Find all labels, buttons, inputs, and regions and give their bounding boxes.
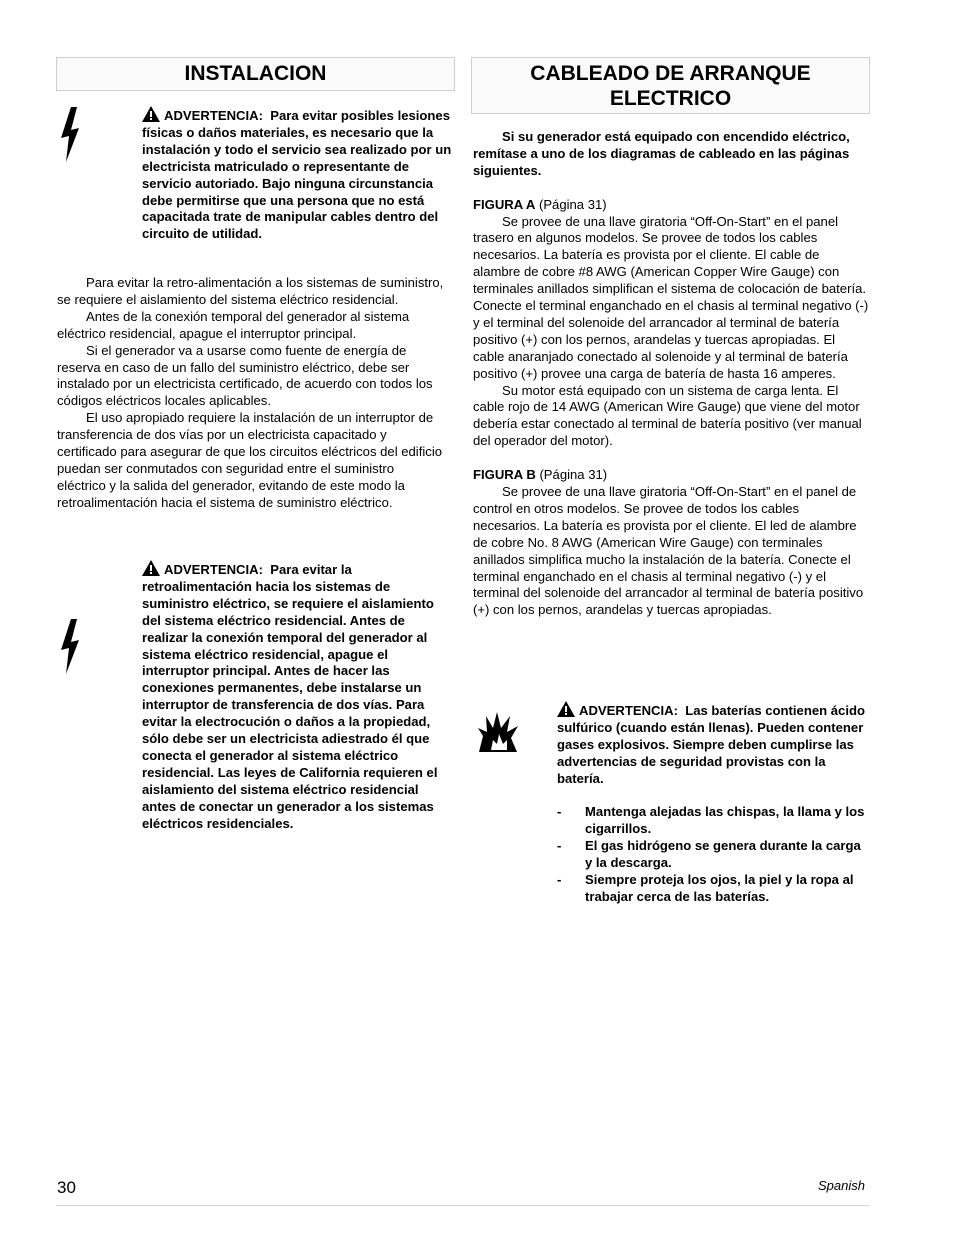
warning-triangle-icon <box>142 560 160 576</box>
list-item: - Siempre proteja los ojos, la piel y la ropa al trabajar cerca de las baterías. <box>557 872 854 904</box>
warning-block-2 <box>142 560 454 833</box>
paragraph: El uso apropiado requiere la instalación de un interruptor de transferencia de dos vías por un electricista capacitado y certificado para asegurar de que los circuitos eléctricos del edificio puedan ser conmutados con seguridad entre el suministro eléctrico y la salida del generador, evitando de este modo la retroalimentación hacia el sistema de suministro eléctrico. <box>57 410 443 510</box>
figure-a-paragraph: Su motor está equipado con un sistema de carga lenta. El cable rojo de 14 AWG (American Wire Gauge) que viene del motor debería estar conectado al terminal de batería positivo (ver manual del operador del motor). <box>473 382 862 449</box>
list-item: - El gas hidrógeno se genera durante la carga y la descarga. <box>557 838 861 871</box>
figure-a-paragraph: Se provee de una llave giratoria “Off-On-Start” en el panel trasero en algunos modelos. Se provee de todos los cables necesarios. La batería es provista por el cliente. El cable de alambre de cobre #8 AWG (American Copper Wire Gauge) con terminales anillados simplifican el sistema de colocación de batería. Conecte el terminal enganchado en el chasis al terminal negativo (-) y el terminal del solenoide del arrancador al terminal de batería positivo (+) con los pernos, arandelas y tuercas apropiadas. El cable anaranjado conectado al solenoide y al terminal de batería positivo (+) provee una carga de batería de hasta 16 amperes. <box>473 213 869 381</box>
figure-b-heading: FIGURA B (Página 31) <box>473 467 608 483</box>
warning-triangle-icon <box>142 106 160 122</box>
warning-label: ADVERTENCIA: <box>164 108 263 123</box>
intro-paragraph: Si su generador está equipado con encendido eléctrico, remítase a uno de los diagramas de cableado en las páginas siguientes. <box>473 129 850 178</box>
section-title-cableado: CABLEADO DE ARRANQUE ELECTRICO <box>471 57 870 114</box>
figure-a-heading: FIGURA A (Página 31) <box>473 196 607 212</box>
warning-block-3 <box>557 701 869 906</box>
warning-block-1 <box>142 106 454 243</box>
body-text-right <box>473 129 869 619</box>
section-title-instalacion: INSTALACION <box>56 57 455 91</box>
paragraph: Si el generador va a usarse como fuente de energía de reserva en caso de un fallo del suministro eléctrico, debe ser instalado por un electricista certificado, de acuerdo con todos los códigos eléctricos locales aplicables. <box>57 342 433 409</box>
lightning-bolt-icon <box>58 618 82 676</box>
warning-label: ADVERTENCIA: <box>164 562 263 577</box>
warning-text: Las baterías contienen ácido sulfúrico (cuando están llenas). Pueden contener gases explosivos. Siempre deben cumplirse las advertencias de seguridad provistas con la batería. <box>557 703 865 786</box>
list-item: - Mantenga alejadas las chispas, la llama y los cigarrillos. <box>557 804 865 837</box>
lightning-bolt-icon <box>58 106 82 164</box>
language-label: Spanish <box>818 1178 865 1193</box>
footer-divider <box>56 1205 870 1206</box>
warning-triangle-icon <box>557 701 575 717</box>
warning-text: Para evitar la retroalimentación hacia los sistemas de suministro eléctrico, se requiere el aislamiento del sistema eléctrico residencial. Antes de realizar la conexión temporal del generador al sistema eléctrico residencial, apague el interruptor principal. Antes de hacer las conexiones permanentes, debe instalarse un interruptor de transferencia de dos vías. Para evitar la electrocución o daños a la propiedad, sólo debe ser un electricista adiestrado él que conecta el generador al sistema eléctrico residencial. Las leyes de California requieren el aislamiento del sistema eléctrico residencial antes de conectar un generador a los sistemas eléctricos residenciales. <box>142 562 438 831</box>
body-text-left <box>57 275 445 512</box>
page-number: 30 <box>57 1178 76 1197</box>
paragraph: Para evitar la retro-alimentación a los sistemas de suministro, se requiere el aislamiento del sistema eléctrico residencial. <box>57 275 444 307</box>
warning-text: Para evitar posibles lesiones físicas o daños materiales, es necesario que la instalación y todo el servicio sea realizado por un electricista matriculado o representante de servicio autoriado. Bajo ninguna circunstancia debe permitirse que una persona que no está capacitada trate de manipular cables dentro del circuito de utilidad. <box>142 108 452 242</box>
figure-b-paragraph: Se provee de una llave giratoria “Off-On-Start” en el panel de control en otros modelos. Se provee de todos los cables necesarios. La batería es provista por el cliente. El led de alambre de cobre No. 8 AWG (American Wire Gauge) con terminales anillados simplifica mucho la instalación de la batería. Conecte el terminal enganchado en el chasis al terminal negativo (-) y el terminal del solenoide del arrancador al terminal de batería positivo (+) con los pernos, arandelas y tuercas apropiadas. <box>473 484 864 618</box>
warning-label: ADVERTENCIA: <box>579 703 678 718</box>
paragraph: Antes de la conexión temporal del generador al sistema eléctrico residencial, apague el interruptor principal. <box>57 308 410 341</box>
explosion-icon <box>477 710 519 754</box>
